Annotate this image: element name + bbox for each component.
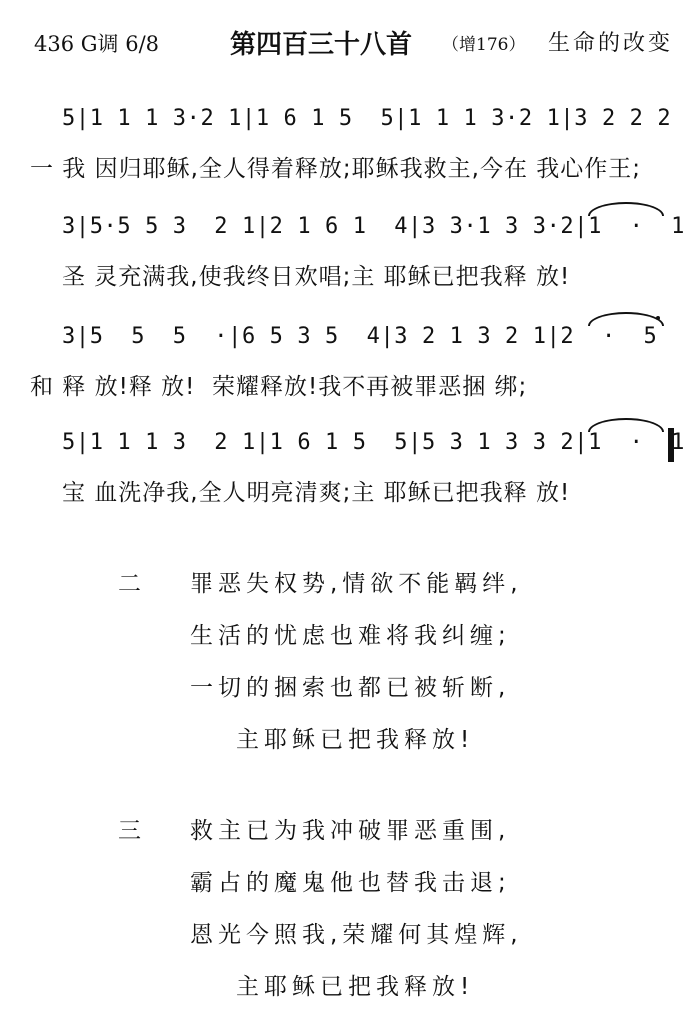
score-line-1 bbox=[30, 100, 682, 182]
score-line-3 bbox=[30, 318, 682, 400]
lyric-line: 圣 灵充满我,使我终日欢唱;主 耶稣已把我释 放! bbox=[62, 264, 571, 290]
header bbox=[0, 22, 700, 58]
notation: 5|1 1 1 3 2 1|1 6 1 5 5|5 3 1 3 3 2|1 · 1 bbox=[62, 430, 686, 455]
verse-line: 主耶稣已把我释放! bbox=[236, 727, 475, 753]
verse-line: 救主已为我冲破罪恶重围, bbox=[190, 818, 511, 844]
notation: 3|5 5 5 ·|6 5 3 5 4|3 2 1 3 2 1|2 · 5 bbox=[62, 324, 658, 349]
verse-line: 霸占的魔鬼他也替我击退; bbox=[190, 870, 511, 896]
verse-line: 生活的忧虑也难将我纠缠; bbox=[190, 623, 511, 649]
supplement-number: （增176） bbox=[442, 35, 526, 55]
notation: 5|1 1 1 3·2 1|1 6 1 5 5|1 1 1 3·2 1|3 2 2 2 bbox=[62, 106, 672, 131]
verse-line: 一切的捆索也都已被斩断, bbox=[190, 675, 511, 701]
lyric-line: 和 释 放!释 放! 荣耀释放!我不再被罪恶捆 绑; bbox=[30, 374, 528, 400]
lyric-line: 一 我 因归耶稣,全人得着释放;耶稣我救主,今在 我心作王; bbox=[30, 156, 642, 182]
verse-line: 主耶稣已把我释放! bbox=[236, 974, 475, 1000]
final-barline bbox=[668, 428, 674, 462]
notation: 3|5·5 5 3 2 1|2 1 6 1 4|3 3·1 3 3·2|1 · 1 bbox=[62, 214, 686, 239]
hymn-title: 第四百三十八首 bbox=[230, 30, 413, 60]
lyric-line: 宝 血洗净我,全人明亮清爽;主 耶稣已把我释 放! bbox=[62, 480, 571, 506]
hymn-subtitle: 生命的改变 bbox=[548, 31, 674, 56]
verse-number: 二 bbox=[118, 571, 146, 597]
verse-line: 罪恶失权势,情欲不能羁绊, bbox=[190, 571, 523, 597]
score-line-2 bbox=[62, 208, 686, 290]
key-and-time-signature: 436 G调 6/8 bbox=[34, 32, 160, 56]
score-line-4 bbox=[62, 424, 686, 506]
verse-line: 恩光今照我,荣耀何其煌辉, bbox=[190, 922, 523, 948]
verse-number: 三 bbox=[118, 818, 146, 844]
